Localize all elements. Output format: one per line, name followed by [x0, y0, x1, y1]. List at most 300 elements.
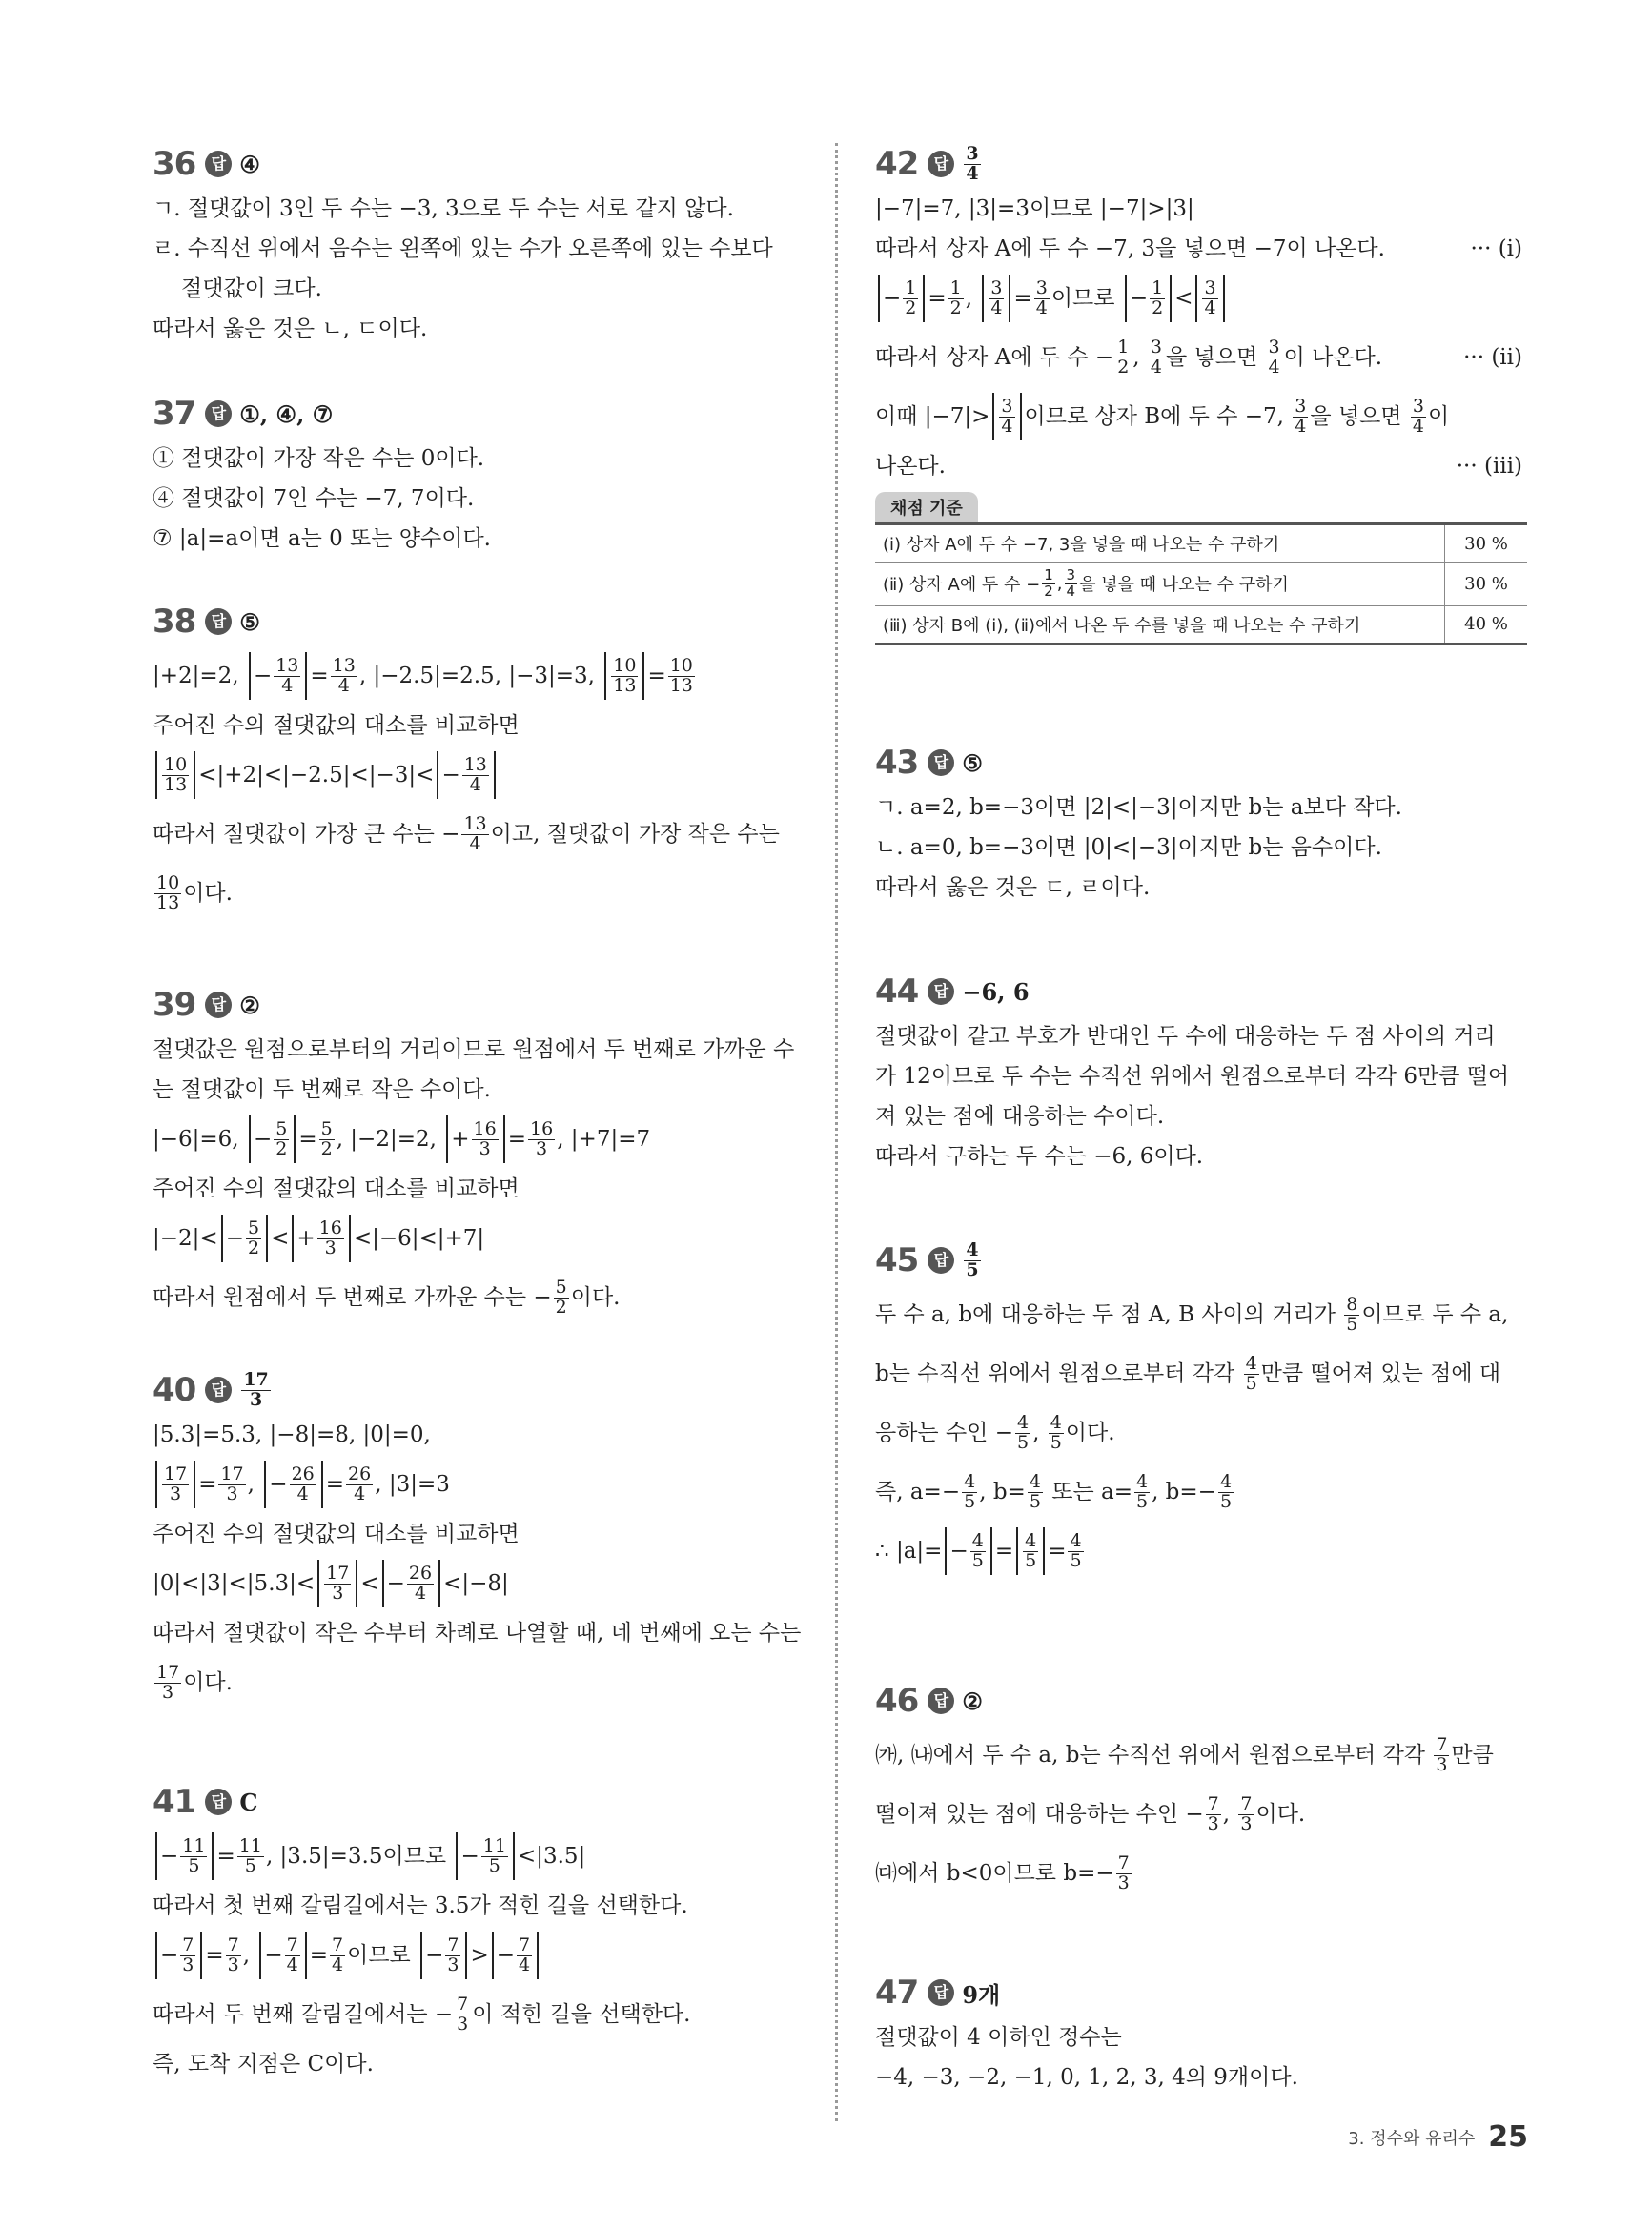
abs-bar: [446, 1115, 448, 1163]
fraction: [324, 1562, 351, 1604]
text: 이다.: [183, 1670, 233, 1695]
text-line: ㄴ. a=0, b=−3이면 |0|<|−3|이지만 b는 음수이다.: [875, 835, 1382, 860]
fraction: [1149, 338, 1164, 378]
problem-43: [875, 742, 1528, 908]
answer-badge: 답: [205, 400, 232, 427]
abs-bar: [294, 1115, 296, 1163]
text-line: 따라서 옳은 것은 ㄴ, ㄷ이다.: [153, 317, 428, 341]
abs-bar: [513, 1832, 515, 1880]
numerator: 1: [1117, 336, 1130, 358]
problem-37: [153, 393, 801, 559]
numerator: 11: [182, 1834, 206, 1856]
denominator: 4: [1001, 415, 1013, 437]
abs-bar: [537, 1932, 539, 1979]
denominator: 5: [1029, 1490, 1041, 1512]
text: 나온다.: [875, 454, 946, 479]
numerator: 3: [1268, 336, 1280, 358]
problem-47: [875, 1972, 1528, 2097]
numerator: 3: [1150, 336, 1162, 358]
text: −: [460, 1844, 479, 1869]
text: −: [425, 1943, 444, 1968]
numerator: 10: [613, 654, 637, 676]
answer: ②: [962, 1687, 983, 1715]
denominator: 4: [469, 832, 481, 854]
numerator: 4: [1025, 1529, 1037, 1551]
text: −: [225, 1226, 244, 1251]
fraction: [1042, 568, 1055, 600]
text: 이: [1427, 404, 1450, 429]
math-line: [875, 328, 1528, 387]
abs-bar: [503, 1115, 505, 1163]
text-line: 절댓값이 크다.: [181, 276, 322, 301]
fraction: [274, 654, 300, 696]
fraction: [226, 1933, 241, 1975]
text: =: [325, 1472, 345, 1497]
problem-number: 38: [153, 603, 196, 641]
denominator: 3: [249, 1388, 263, 1410]
denominator: 4: [1204, 297, 1216, 318]
abs-bar: [264, 1461, 266, 1508]
column-divider: [835, 143, 838, 2121]
text-line: 져 있는 점에 대응하는 수이다.: [875, 1104, 1165, 1129]
text: 이다.: [1065, 1421, 1115, 1445]
numerator: 5: [320, 1117, 333, 1139]
text-line: 가 12이므로 두 수는 수직선 위에서 원점으로부터 각각 6만큼 떨어: [875, 1064, 1510, 1089]
numerator: 4: [1219, 1470, 1233, 1492]
problem-38: [153, 601, 801, 923]
denominator: 3: [226, 1483, 238, 1504]
numerator: 3: [1412, 395, 1424, 417]
abs-bar: [420, 1932, 422, 1979]
denominator: 3: [182, 1954, 194, 1975]
math-line: [153, 646, 801, 706]
numerator: 7: [457, 1993, 469, 2015]
text: 이때 |−7|>: [875, 404, 990, 429]
text: −: [253, 1127, 273, 1152]
numerator: 10: [164, 753, 188, 775]
text: |−2|<: [153, 1226, 218, 1251]
text: 따라서 상자 A에 두 수 −7, 3을 넣으면 −7이 나온다.: [875, 236, 1385, 261]
abs-bar: [437, 751, 438, 799]
math-line: [153, 1985, 801, 2044]
denominator: 3: [1117, 1872, 1130, 1893]
fraction: [1028, 1470, 1043, 1512]
problem-number: 41: [153, 1783, 196, 1821]
text-line: 주어진 수의 절댓값의 대소를 비교하면: [153, 1176, 520, 1201]
denominator: 2: [1044, 582, 1053, 600]
problem-42: [875, 143, 1528, 645]
text: −: [269, 1472, 288, 1497]
fraction: [1015, 1411, 1030, 1453]
numerator: 7: [182, 1933, 194, 1955]
denominator: 5: [1135, 1490, 1149, 1512]
abs-bar: [249, 1115, 251, 1163]
math-line: [153, 1554, 801, 1613]
text: 이고, 절댓값이 가장 작은 수는: [490, 822, 780, 847]
text: 만큼 떨어져 있는 점에 대: [1260, 1361, 1501, 1386]
answer-badge: 답: [205, 1789, 232, 1815]
text: 떨어져 있는 점에 대응하는 수인 −: [875, 1802, 1204, 1827]
denominator: 13: [164, 773, 188, 795]
fraction: [154, 871, 181, 913]
answer: ⑤: [239, 607, 260, 636]
denominator: 4: [1412, 415, 1424, 437]
math-line: [875, 1785, 1528, 1844]
text: ,: [242, 1943, 257, 1968]
problem-number: 36: [153, 145, 196, 183]
table-row: [875, 605, 1527, 644]
abs-bar: [990, 1527, 992, 1575]
criterion: [875, 563, 1445, 606]
fraction: [1023, 1529, 1038, 1571]
numerator: 7: [1240, 1792, 1253, 1814]
fraction: [1049, 1411, 1064, 1453]
numerator: 13: [275, 654, 299, 676]
answer-badge: 답: [928, 749, 954, 776]
numerator: 17: [243, 1368, 269, 1390]
math-line: [153, 1209, 801, 1268]
percent: 40 %: [1445, 605, 1528, 644]
problem-40: [153, 1369, 801, 1712]
abs-bar: [249, 652, 251, 700]
denominator: 2: [905, 297, 917, 318]
fraction: [317, 1219, 344, 1258]
fraction: [554, 1276, 569, 1318]
text: =: [1048, 1539, 1067, 1564]
denominator: 4: [1150, 356, 1162, 378]
denominator: 5: [188, 1854, 200, 1876]
answer: [241, 1368, 270, 1410]
denominator: 4: [469, 773, 481, 795]
problem-45: [875, 1239, 1528, 1581]
text: 두 수 a, b에 대응하는 두 점 A, B 사이의 거리가: [875, 1302, 1343, 1327]
math-line: [875, 269, 1528, 328]
fraction: [1267, 338, 1282, 378]
fraction: [246, 1219, 261, 1258]
math-line: [153, 1653, 801, 1712]
text: ∴ |a|=: [875, 1539, 943, 1564]
text: =: [1013, 286, 1032, 311]
abs-bar: [200, 1932, 202, 1979]
numerator: 4: [1016, 1411, 1030, 1433]
numerator: 16: [473, 1117, 497, 1139]
fraction: [330, 1933, 345, 1975]
fraction: [237, 1834, 264, 1876]
numerator: 4: [1050, 1411, 1062, 1433]
numerator: 4: [1135, 1470, 1149, 1492]
table-row: [875, 563, 1527, 606]
text: =: [309, 1943, 329, 1968]
denominator: 3: [227, 1954, 239, 1975]
fraction: [1150, 276, 1165, 318]
text: 이 나온다.: [1283, 345, 1383, 370]
numerator: 7: [1207, 1792, 1219, 1814]
abs-bar: [292, 1215, 294, 1262]
fraction: [455, 1995, 470, 2035]
numerator: 7: [1436, 1733, 1448, 1755]
abs-bar: [494, 751, 496, 799]
text: 이다.: [183, 881, 233, 906]
scoring-title: 채점 기준: [875, 492, 978, 522]
denominator: 3: [479, 1137, 491, 1159]
text: >: [470, 1943, 489, 1968]
denominator: 4: [990, 297, 1003, 318]
abs-bar: [878, 275, 880, 322]
numerator: 3: [1295, 395, 1307, 417]
text: 응하는 수인 −: [875, 1421, 1013, 1445]
denominator: 5: [1346, 1313, 1358, 1335]
abs-bar: [1043, 1527, 1045, 1575]
abs-bar: [492, 1932, 494, 1979]
fraction: [162, 753, 189, 795]
fraction: [1218, 1470, 1234, 1512]
abs-bar: [194, 1461, 195, 1508]
abs-bar: [438, 1560, 440, 1607]
text: −: [496, 1943, 516, 1968]
numerator: 7: [286, 1933, 298, 1955]
abs-bar: [1223, 275, 1225, 322]
abs-bar: [604, 652, 606, 700]
denominator: 5: [1025, 1549, 1037, 1571]
fraction: [970, 1529, 986, 1571]
abs-bar: [1016, 1527, 1018, 1575]
math-line: [875, 1726, 1528, 1785]
denominator: 5: [1016, 1431, 1030, 1453]
percent: 30 %: [1445, 563, 1528, 606]
fraction: [407, 1562, 434, 1604]
fraction: [1065, 568, 1078, 600]
fraction: [528, 1117, 555, 1159]
numerator: 10: [669, 654, 693, 676]
denominator: 3: [447, 1954, 459, 1975]
text: 을 넣을 때 나오는 수 구하기: [1079, 575, 1289, 596]
text: −: [253, 664, 273, 688]
step-marker: ··· (ⅱ): [1463, 345, 1522, 370]
numerator: 10: [156, 871, 180, 893]
text: =: [928, 286, 947, 311]
step-marker: ··· (ⅲ): [1456, 454, 1522, 479]
denominator: 4: [354, 1483, 366, 1504]
problem-number: 45: [875, 1241, 919, 1279]
text: −: [264, 1943, 283, 1968]
text-line: ④ 절댓값이 7인 수는 −7, 7이다.: [153, 486, 475, 511]
scoring-table: [875, 522, 1527, 645]
text: <|−8|: [443, 1571, 509, 1596]
numerator: 11: [482, 1834, 506, 1856]
fraction: [445, 1933, 460, 1975]
text: 이므로: [347, 1943, 418, 1968]
numerator: 3: [1066, 566, 1076, 583]
denominator: 3: [1207, 1812, 1219, 1834]
fraction: [154, 1661, 181, 1703]
denominator: 13: [669, 674, 693, 696]
answer: [964, 142, 980, 184]
math-line: [875, 387, 1528, 446]
text-line: −4, −3, −2, −1, 0, 1, 2, 3, 4의 9개이다.: [875, 2065, 1298, 2090]
abs-bar: [305, 652, 307, 700]
denominator: 4: [414, 1582, 427, 1604]
text-line: ㄹ. 수직선 위에서 음수는 왼쪽에 있는 수가 오른쪽에 있는 수보다: [153, 236, 773, 261]
text-line: 따라서 절댓값이 작은 수부터 차례로 나열할 때, 네 번째에 오는 수는: [153, 1621, 802, 1646]
abs-bar: [1170, 275, 1172, 322]
problem-44: [875, 971, 1528, 1176]
text: +: [451, 1127, 470, 1152]
text-line: 주어진 수의 절댓값의 대소를 비교하면: [153, 713, 520, 738]
text: , b=: [979, 1480, 1026, 1504]
abs-bar: [1009, 275, 1010, 322]
numerator: 13: [463, 753, 487, 775]
math-line: [153, 1926, 801, 1985]
denominator: 5: [971, 1549, 984, 1571]
fraction: [285, 1933, 300, 1975]
fraction: [668, 654, 695, 696]
fraction: [948, 276, 964, 318]
text-line: 주어진 수의 절댓값의 대소를 비교하면: [153, 1522, 520, 1546]
answer-badge: 답: [928, 1688, 954, 1714]
numerator: 1: [1044, 566, 1053, 583]
fraction: [346, 1465, 373, 1504]
problem-number: 40: [153, 1371, 196, 1409]
text: 따라서 절댓값이 가장 큰 수는 −: [153, 822, 460, 847]
text: ㈎, ㈏에서 두 수 a, b는 수직선 위에서 원점으로부터 각각: [875, 1743, 1433, 1768]
math-line: [153, 1455, 801, 1514]
numerator: 13: [332, 654, 356, 676]
numerator: 3: [966, 142, 979, 164]
fraction: [1034, 276, 1050, 318]
denominator: 5: [1070, 1549, 1082, 1571]
denominator: 2: [320, 1137, 333, 1159]
denominator: 4: [519, 1954, 531, 1975]
text: −: [160, 1844, 179, 1869]
abs-bar: [642, 652, 644, 700]
denominator: 2: [275, 1137, 288, 1159]
text: −: [386, 1571, 405, 1596]
text-line: ⑦ |a|=a이면 a는 0 또는 양수이다.: [153, 526, 491, 551]
math-line: [875, 229, 1528, 269]
answer-badge: 답: [928, 151, 954, 177]
text-line: |5.3|=5.3, |−8|=8, |0|=0,: [153, 1422, 431, 1447]
text: |0|<|3|<|5.3|<: [153, 1571, 316, 1596]
percent: 30 %: [1445, 524, 1528, 563]
abs-bar: [1020, 393, 1022, 440]
page-number: 25: [1488, 2120, 1528, 2154]
text: +: [296, 1226, 316, 1251]
math-line: [875, 446, 1528, 486]
denominator: 3: [536, 1137, 548, 1159]
text-line: 따라서 옳은 것은 ㄷ, ㄹ이다.: [875, 875, 1151, 900]
abs-bar: [992, 393, 994, 440]
problem-41: [153, 1781, 801, 2084]
fraction: [180, 1933, 195, 1975]
denominator: 5: [1245, 1372, 1257, 1394]
text-line: 따라서 첫 번째 갈림길에서는 3.5가 적힌 길을 선택한다.: [153, 1893, 688, 1918]
step-marker: ··· (ⅰ): [1470, 236, 1522, 261]
text: −: [883, 286, 902, 311]
abs-bar: [945, 1527, 947, 1575]
text-line: ㄱ. 절댓값이 3인 두 수는 −3, 3으로 두 수는 서로 같지 않다.: [153, 196, 734, 221]
problem-number: 37: [153, 395, 196, 433]
problem-number: 44: [875, 972, 919, 1011]
numerator: 7: [1117, 1852, 1130, 1873]
answer: C: [239, 1788, 258, 1816]
text: 이므로: [1050, 286, 1122, 311]
fraction: [290, 1465, 316, 1504]
numerator: 4: [1029, 1470, 1041, 1492]
fraction: [999, 395, 1014, 437]
abs-bar: [155, 1832, 157, 1880]
numerator: 26: [348, 1463, 372, 1484]
answer-badge: 답: [205, 992, 232, 1018]
text: 따라서 원점에서 두 번째로 가까운 수는 −: [153, 1285, 552, 1310]
answer-badge: 답: [205, 1377, 232, 1403]
criterion: (ⅲ) 상자 B에 (ⅰ), (ⅱ)에서 나온 두 수를 넣을 때 나오는 수 구하기: [875, 605, 1445, 644]
fraction: [962, 1470, 977, 1512]
fraction: [180, 1834, 207, 1876]
denominator: 2: [555, 1296, 567, 1318]
numerator: 4: [1245, 1352, 1257, 1374]
criterion: (ⅰ) 상자 A에 두 수 −7, 3을 넣을 때 나오는 수 구하기: [875, 524, 1445, 563]
text: ,: [247, 1472, 262, 1497]
numerator: 3: [1001, 395, 1013, 417]
fraction: [472, 1117, 499, 1159]
text: =: [298, 1127, 317, 1152]
math-line: [153, 1268, 801, 1327]
fraction: [903, 276, 918, 318]
denominator: 3: [1240, 1812, 1253, 1834]
numerator: 4: [966, 1238, 979, 1260]
abs-bar: [155, 1932, 157, 1979]
text: 을 넣으면: [1166, 345, 1265, 370]
numerator: 7: [227, 1933, 239, 1955]
problem-39: [153, 984, 801, 1327]
text: , |3|=3: [375, 1472, 450, 1497]
text: ,: [1056, 573, 1063, 594]
denominator: 5: [488, 1854, 500, 1876]
text: , |+7|=7: [557, 1127, 651, 1152]
text: (ⅱ) 상자 A에 두 수 −: [883, 575, 1041, 596]
text: <|3.5|: [517, 1844, 586, 1869]
numerator: 13: [463, 812, 487, 834]
fraction: [461, 812, 488, 854]
answer-badge: 답: [928, 1247, 954, 1274]
abs-bar: [212, 1832, 214, 1880]
abs-bar: [982, 275, 984, 322]
abs-bar: [456, 1832, 458, 1880]
fraction: [331, 654, 357, 696]
text: 이므로 상자 B에 두 수 −7,: [1024, 404, 1292, 429]
math-line: [875, 1463, 1528, 1522]
denominator: 3: [162, 1681, 174, 1703]
numerator: 16: [318, 1217, 342, 1238]
denominator: 3: [457, 2013, 469, 2035]
numerator: 1: [1152, 276, 1164, 298]
math-line: [153, 746, 801, 805]
fraction: [462, 753, 489, 795]
math-line: [153, 1827, 801, 1886]
problem-number: 46: [875, 1682, 919, 1720]
numerator: 7: [447, 1933, 459, 1955]
text: |−6|=6,: [153, 1127, 246, 1152]
text: =: [647, 664, 666, 688]
answer-badge: 답: [928, 978, 954, 1005]
abs-bar: [1195, 275, 1197, 322]
text: , |−2|=2,: [336, 1127, 444, 1152]
text: <: [271, 1226, 290, 1251]
numerator: 17: [326, 1562, 350, 1584]
text: 따라서 두 번째 갈림길에서는 −: [153, 2002, 454, 2027]
fraction: [162, 1465, 189, 1504]
text: −: [441, 763, 460, 788]
